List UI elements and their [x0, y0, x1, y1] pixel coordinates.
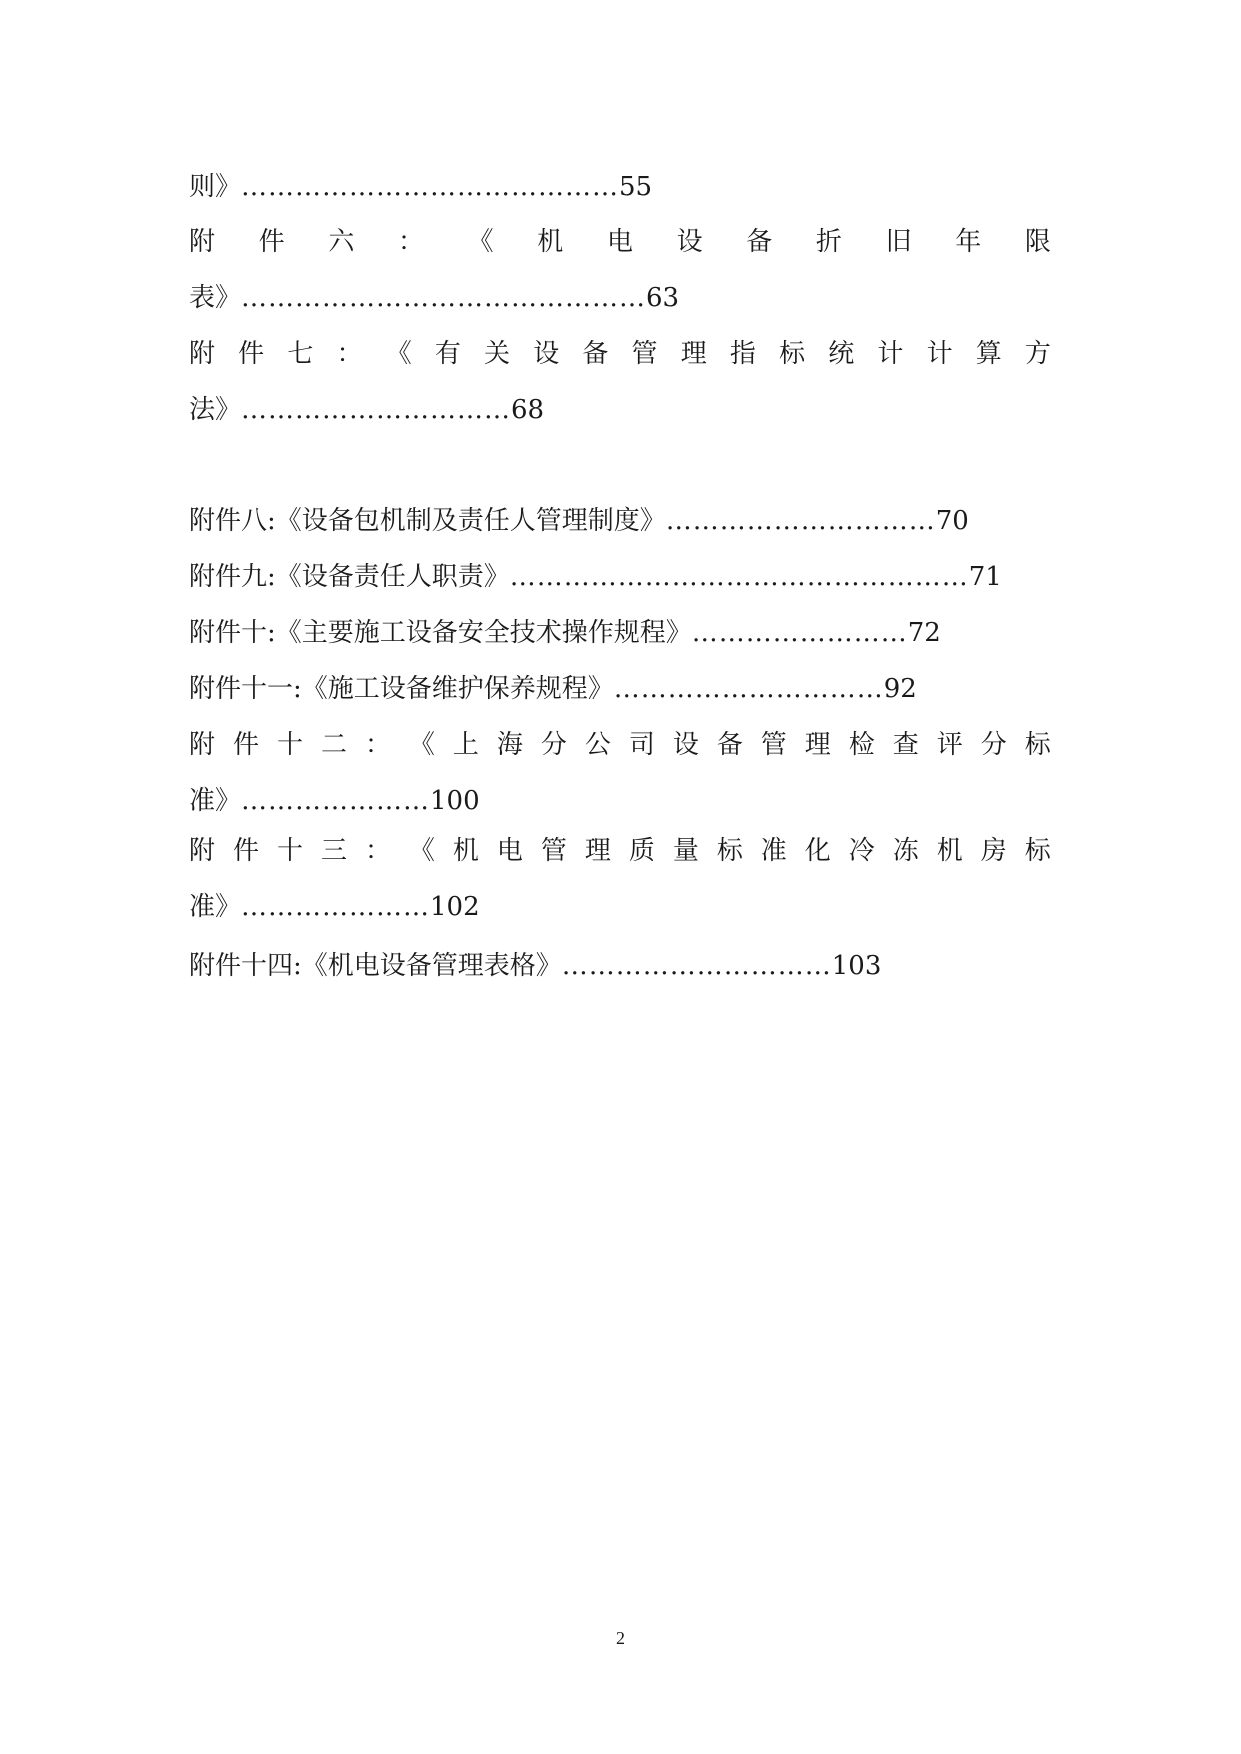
toc-char: 计: [926, 339, 953, 369]
toc-char: 电: [496, 836, 523, 866]
toc-dots: …………………………: [665, 506, 936, 536]
toc-char: 件: [258, 227, 285, 257]
toc-char: 海: [496, 730, 523, 760]
toc-char: 《: [467, 227, 494, 257]
toc-char: 电: [606, 227, 633, 257]
page-footer-number: 2: [616, 1628, 625, 1648]
toc-dots: …………………………: [561, 951, 832, 981]
toc-char: 检: [848, 730, 875, 760]
toc-char: 机: [936, 836, 963, 866]
toc-page-number: 68: [511, 395, 545, 425]
toc-line-5: [189, 390, 1051, 430]
toc-char: 化: [804, 836, 831, 866]
toc-line-7: [189, 557, 1051, 597]
toc-char: 二: [320, 730, 347, 760]
toc-char: 上: [452, 730, 479, 760]
toc-char: 统: [828, 339, 855, 369]
toc-dots: ……………………………………: [241, 172, 620, 202]
toc-line-14: [189, 946, 1051, 986]
toc-char: 量: [672, 836, 699, 866]
toc-page-number: 71: [968, 562, 1002, 592]
toc-char: 管: [631, 339, 658, 369]
toc-dots: ……………………………………………: [509, 562, 969, 592]
toc-char: 冻: [892, 836, 919, 866]
toc-line-13: [189, 887, 1051, 927]
toc-char: 三: [320, 836, 347, 866]
toc-char: 关: [484, 339, 511, 369]
toc-char: 备: [716, 730, 743, 760]
toc-char: 设: [676, 227, 703, 257]
toc-text: 附件九:《设备责任人职责》: [189, 562, 510, 592]
toc-text: 法》: [189, 395, 242, 425]
toc-page-number: 55: [619, 172, 653, 202]
toc-char: 标: [1024, 836, 1051, 866]
toc-text: 附件八:《设备包机制及责任人管理制度》: [189, 506, 666, 536]
toc-char: 标: [716, 836, 743, 866]
toc-char: 十: [276, 730, 303, 760]
toc-text: 则》: [189, 172, 242, 202]
toc-char: 件: [232, 836, 259, 866]
toc-line-9: [189, 669, 1051, 709]
toc-dots: …………………: [241, 786, 431, 816]
toc-char: 标: [779, 339, 806, 369]
toc-char: 分: [540, 730, 567, 760]
toc-char: 房: [980, 836, 1007, 866]
toc-char: 理: [584, 836, 611, 866]
toc-text: 准》: [189, 786, 242, 816]
toc-char: 备: [582, 339, 609, 369]
toc-line-2: [189, 222, 1051, 262]
toc-line-10: [189, 725, 1051, 765]
toc-dots: …………………: [241, 892, 431, 922]
toc-dots: …………………………: [241, 395, 512, 425]
toc-char: 机: [537, 227, 564, 257]
toc-char: 附: [189, 730, 216, 760]
toc-char: 七: [287, 339, 314, 369]
toc-char: 年: [955, 227, 982, 257]
toc-char: 旧: [885, 227, 912, 257]
toc-char: 件: [238, 339, 265, 369]
toc-char: ：: [364, 730, 391, 760]
toc-char: 附: [189, 339, 216, 369]
toc-char: ：: [336, 339, 363, 369]
toc-char: 理: [804, 730, 831, 760]
toc-text: 附件十四:《机电设备管理表格》: [189, 951, 562, 981]
toc-char: 计: [877, 339, 904, 369]
toc-text: 附件十:《主要施工设备安全技术操作规程》: [189, 618, 692, 648]
toc-line-12: [189, 831, 1051, 871]
toc-char: 设: [672, 730, 699, 760]
toc-char: 机: [452, 836, 479, 866]
toc-line-1: [189, 167, 1051, 207]
toc-char: 质: [628, 836, 655, 866]
toc-line-11: [189, 781, 1051, 821]
toc-char: 方: [1024, 339, 1051, 369]
toc-char: 司: [628, 730, 655, 760]
toc-char: 分: [980, 730, 1007, 760]
toc-char: 指: [729, 339, 756, 369]
toc-text: 表》: [189, 283, 242, 313]
toc-char: 有: [434, 339, 461, 369]
toc-dots: …………………………: [613, 674, 884, 704]
toc-char: 件: [232, 730, 259, 760]
toc-char: 限: [1024, 227, 1051, 257]
toc-char: 理: [680, 339, 707, 369]
toc-char: 十: [276, 836, 303, 866]
toc-line-8: [189, 613, 1051, 653]
toc-line-6: [189, 501, 1051, 541]
toc-char: 设: [533, 339, 560, 369]
toc-page-number: 70: [935, 506, 969, 536]
toc-char: 折: [815, 227, 842, 257]
toc-char: 《: [408, 730, 435, 760]
toc-page-number: 72: [907, 618, 941, 648]
toc-char: 《: [408, 836, 435, 866]
toc-char: 附: [189, 836, 216, 866]
toc-char: 六: [328, 227, 355, 257]
toc-char: 准: [760, 836, 787, 866]
toc-line-4: [189, 334, 1051, 374]
toc-char: 算: [975, 339, 1002, 369]
toc-char: 查: [892, 730, 919, 760]
toc-line-3: [189, 278, 1051, 318]
toc-text: 准》: [189, 892, 242, 922]
toc-char: 公: [584, 730, 611, 760]
toc-page-number: 100: [430, 786, 480, 816]
toc-page-number: 103: [831, 951, 882, 981]
toc-dots: ………………………………………: [241, 283, 647, 313]
toc-page-number: 102: [430, 892, 480, 922]
toc-text: 附件十一:《施工设备维护保养规程》: [189, 674, 614, 704]
toc-dots: ……………………: [691, 618, 908, 648]
toc-char: 评: [936, 730, 963, 760]
toc-page-number: 63: [646, 283, 680, 313]
toc-char: 附: [189, 227, 216, 257]
toc-char: 备: [746, 227, 773, 257]
toc-page-number: 92: [883, 674, 917, 704]
toc-char: 《: [385, 339, 412, 369]
toc-char: ：: [364, 836, 391, 866]
toc-char: 冷: [848, 836, 875, 866]
toc-char: 标: [1024, 730, 1051, 760]
toc-char: ：: [397, 227, 424, 257]
toc-char: 管: [760, 730, 787, 760]
toc-char: 管: [540, 836, 567, 866]
